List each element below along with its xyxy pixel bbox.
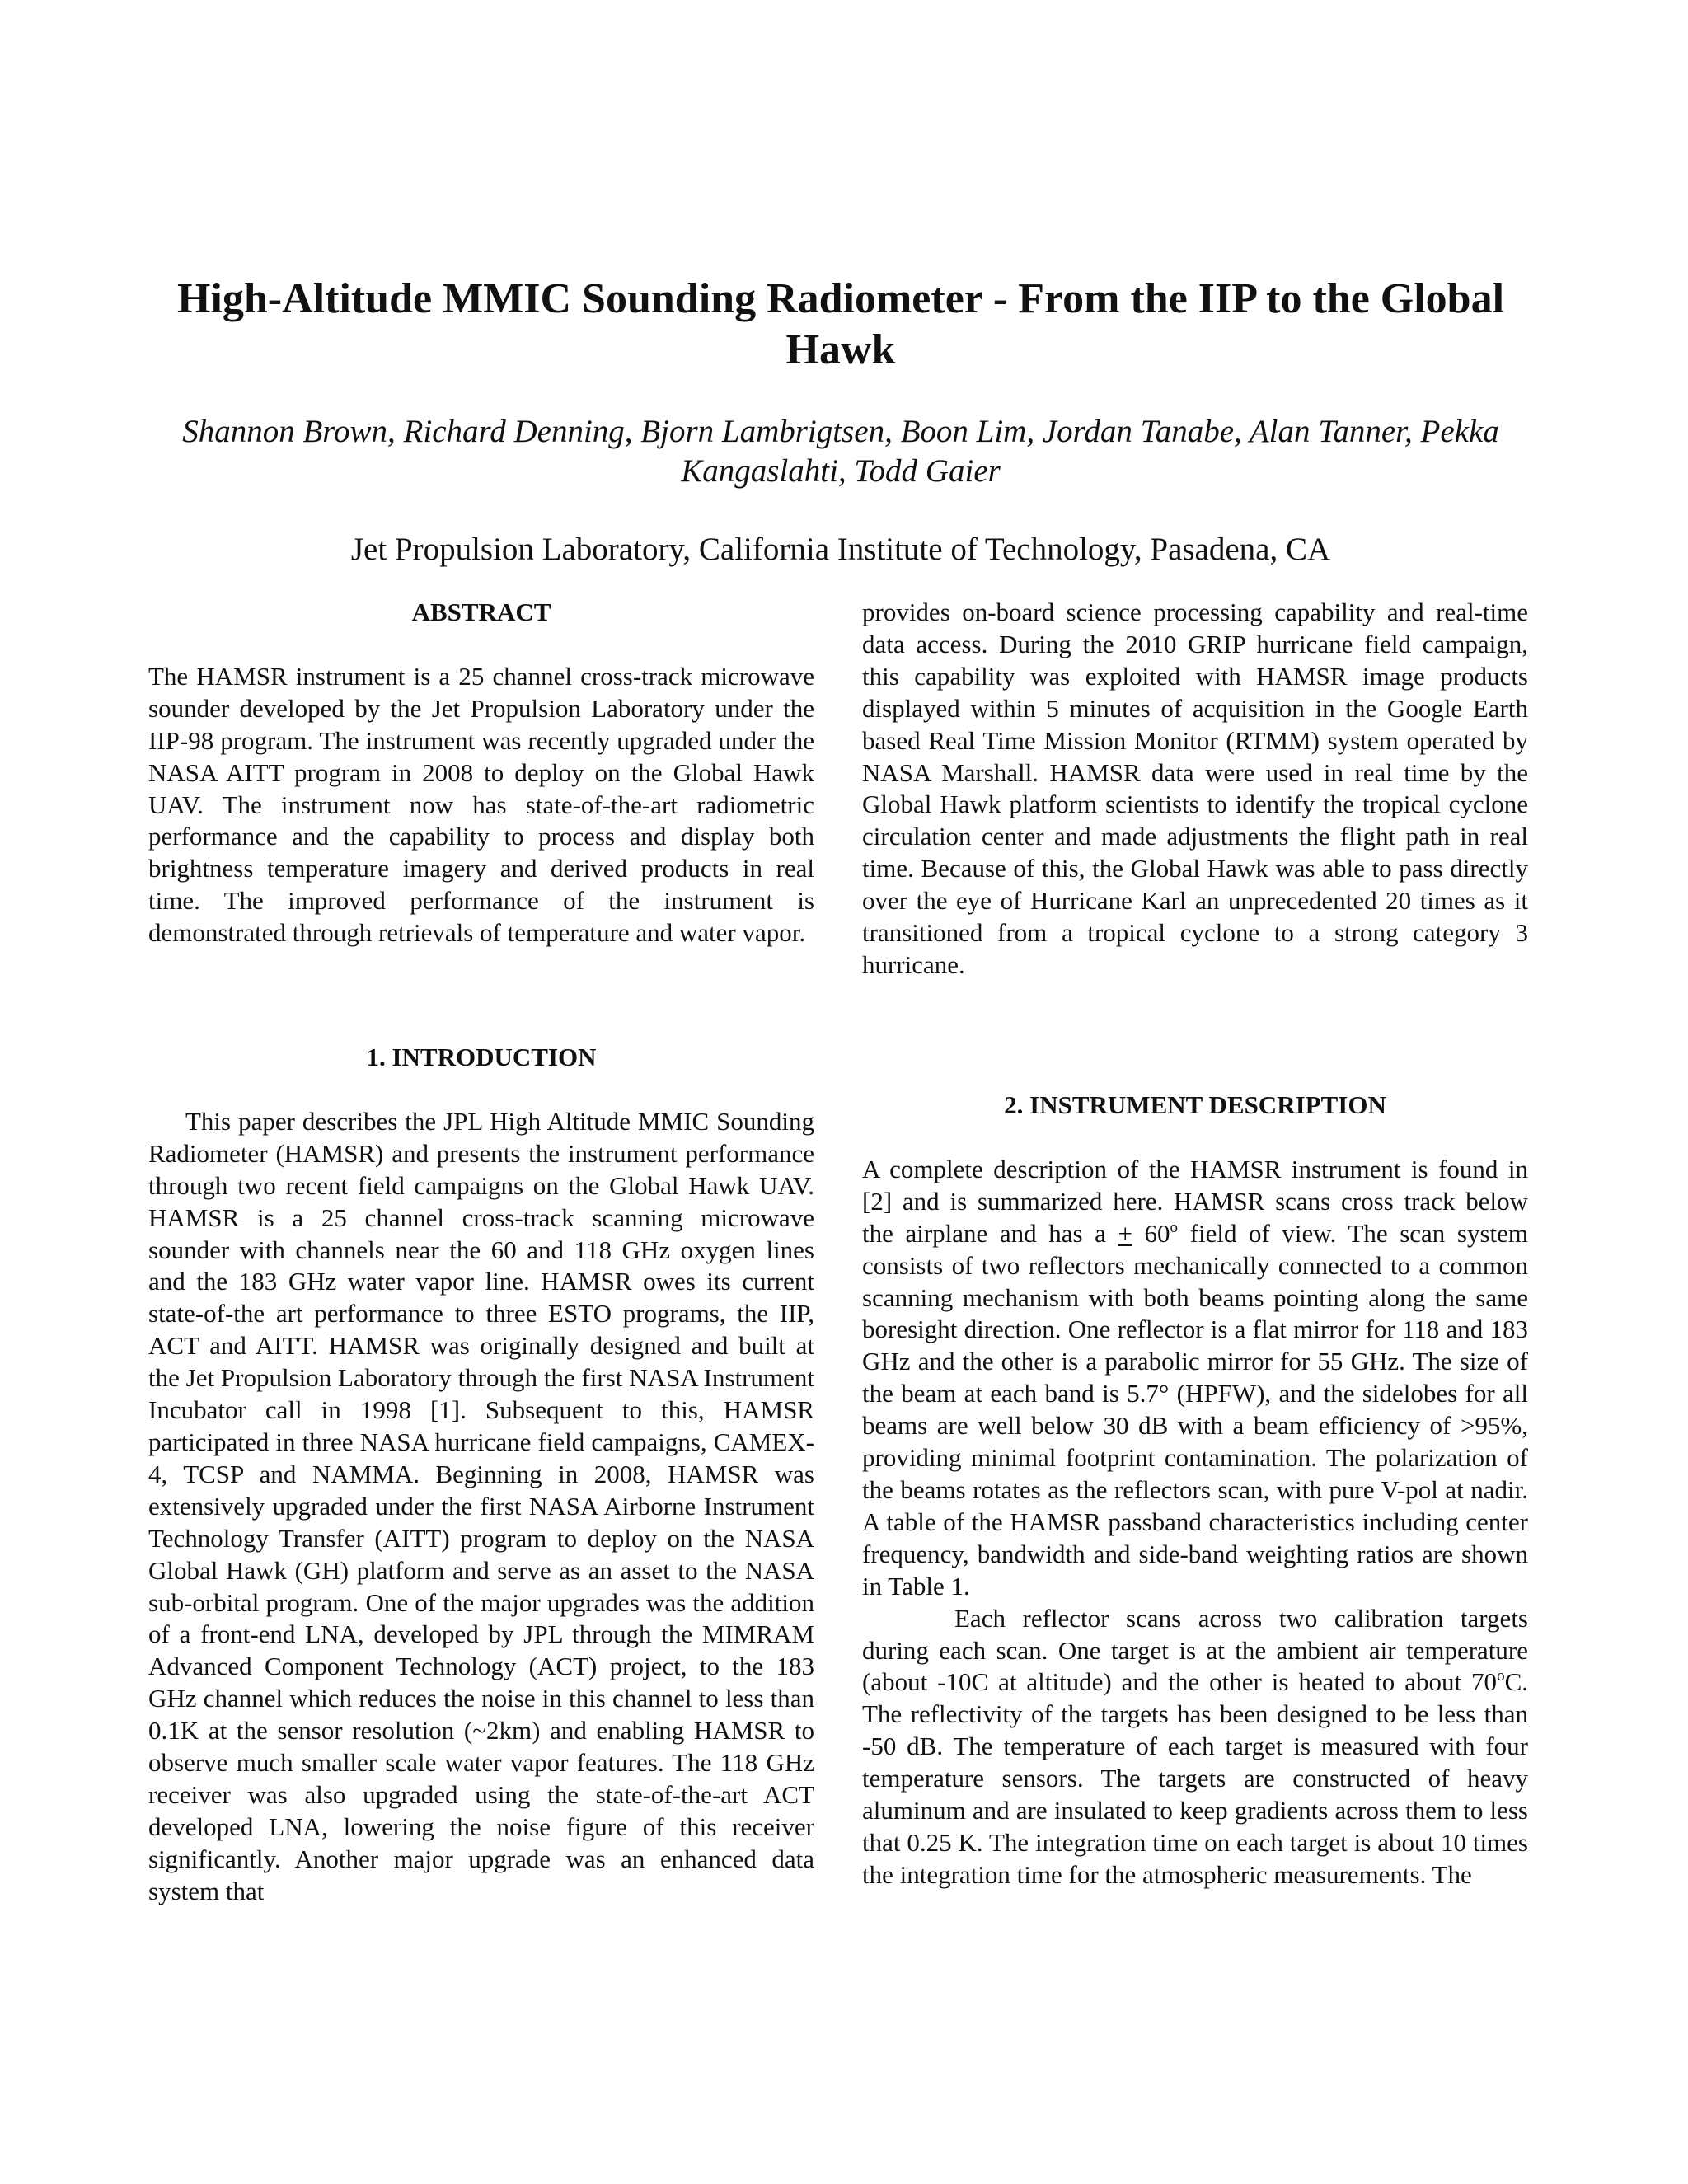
instrument-p2-text-b: C. The reflectivity of the targets has been designed to be less than -50 dB. The temperature of each target is measured with four temperature sensors. The targets are constructed of heavy aluminum and are insulated to keep gradients across them to less that 0.25 K. The integration time on each target is about 10 times the integration time for the atmospheric measurements. The — [862, 1667, 1528, 1889]
abstract-left-column — [148, 597, 814, 949]
instrument-p2-text-a: Each reflector scans across two calibration targets during each scan. One target is at the ambient air temperature (about -10C at altitude) and the other is heated to about 70 — [862, 1603, 1528, 1697]
instrument-section — [862, 1090, 1528, 1891]
instrument-p1-text-a: A complete description of the HAMSR instrument is found in [2] and is summarized here. HAMSR scans cross track below the airplane and has a — [862, 1154, 1528, 1248]
abstract-heading: ABSTRACT — [411, 598, 551, 626]
paper-title: High-Altitude MMIC Sounding Radiometer - From the IIP to the Global Hawk — [176, 275, 1505, 373]
introduction-text: This paper describes the JPL High Altitude MMIC Sounding Radiometer (HAMSR) and presents the instrument performance through two recent field campaigns on the Global Hawk UAV. HAMSR is a 25 channel cross-track scanning microwave sounder with channels near the 60 and 118 GHz oxygen lines and the 183 GHz water vapor line. HAMSR owes its current state-of-the art performance to three ESTO programs, the IIP, ACT and AITT. HAMSR was originally designed and built at the Jet Propulsion Laboratory through the first NASA Instrument Incubator call in 1998 [1]. Subsequent to this, HAMSR participated in three NASA hurricane field campaigns, CAMEX-4, TCSP and NAMMA. Beginning in 2008, HAMSR was extensively upgraded under the first NASA Airborne Instrument Technology Transfer (AITT) program to deploy on the NASA Global Hawk (GH) platform and serve as an asset to the NASA sub-orbital program. One of the major upgrades was the addition of a front-end LNA, developed by JPL through the MIMRAM Advanced Component Technology (ACT) project, to the 183 GHz channel which reduces the noise in this channel to less than 0.1K at the sensor resolution (~2km) and enabling HAMSR to observe much smaller scale water vapor features. The 118 GHz receiver was also upgraded using the state-of-the-art ACT developed LNA, lowering the noise figure of this receiver significantly. Another major upgrade was an enhanced data system that — [148, 1106, 814, 1905]
abstract-continuation: provides on-board science processing capability and real-time data access. During the 2010 GRIP hurricane field campaign, this capability was exploited with HAMSR image products displayed within 5 minutes of acquisition in the Google Earth based Real Time Mission Monitor (RTMM) system operated by NASA Marshall. HAMSR data were used in real time by the Global Hawk platform scientists to identify the tropical cyclone circulation center and made adjustments the flight path in real time. Because of this, the Global Hawk was able to pass directly over the eye of Hurricane Karl an unprecedented 20 times as it transitioned from a tropical cyclone to a strong category 3 hurricane. — [862, 598, 1528, 979]
instrument-p1-text-b: 60 — [1132, 1218, 1170, 1248]
degree-superscript: o — [1170, 1218, 1179, 1236]
introduction-section — [148, 1042, 814, 1908]
abstract-right-column — [862, 597, 1528, 982]
affiliation: Jet Propulsion Laboratory, California Institute of Technology, Pasadena, CA — [350, 532, 1331, 567]
instrument-heading: 2. INSTRUMENT DESCRIPTION — [1004, 1090, 1386, 1119]
author-list: Shannon Brown, Richard Denning, Bjorn Lambrigtsen, Boon Lim, Jordan Tanabe, Alan Tanner, Pekka Kangaslahti, Todd Gaier — [182, 414, 1499, 489]
instrument-p1-text-c: field of view. The scan system consists of two reflectors mechanically connected to a common scanning mechanism with both beams pointing along the same boresight direction. One reflector is a flat mirror for 118 and 183 GHz and the other is a parabolic mirror for 55 GHz. The size of the beam at each band is 5.7° (HPFW), and the sidelobes for all beams are well below 30 dB with a beam efficiency of >95%, providing minimal footprint contamination. The polarization of the beams rotates as the reflectors scan, with pure V-pol at nadir. A table of the HAMSR passband characteristics including center frequency, bandwidth and side-band weighting ratios are shown in Table 1. — [862, 1218, 1529, 1601]
plus-minus-symbol: + — [1118, 1218, 1132, 1248]
instrument-paragraph-2 — [862, 1603, 1528, 1891]
introduction-heading: 1. INTRODUCTION — [366, 1043, 597, 1071]
abstract-text: The HAMSR instrument is a 25 channel cross-track microwave sounder developed by the Jet Propulsion Laboratory under the IIP-98 program. The instrument was recently upgraded under the NASA AITT program in 2008 to deploy on the Global Hawk UAV. The instrument now has state-of-the-art radiometric performance and the capability to process and display both brightness temperature imagery and derived products in real time. The improved performance of the instrument is demonstrated through retrievals of temperature and water vapor. — [148, 661, 814, 948]
degree-superscript: o — [1497, 1667, 1505, 1685]
instrument-paragraph-1 — [862, 1154, 1528, 1603]
